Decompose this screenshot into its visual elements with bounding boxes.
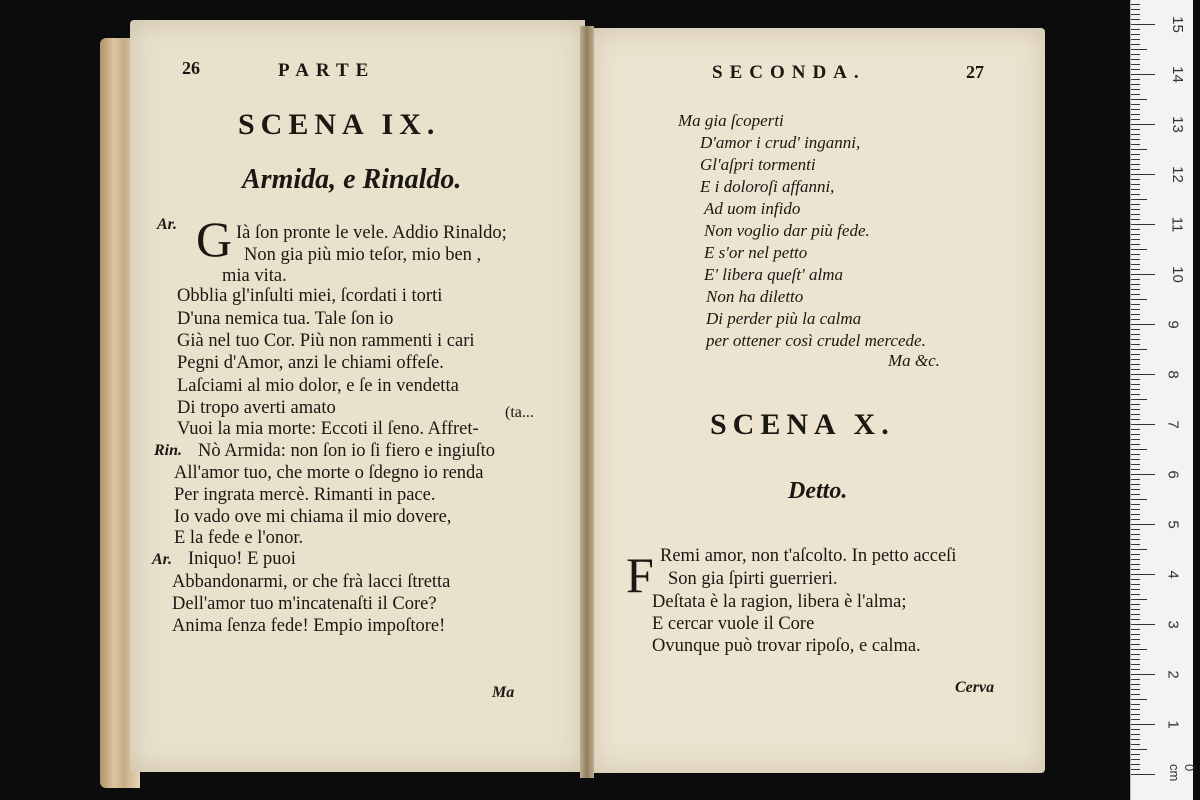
ruler-tick — [1131, 529, 1140, 530]
right-verse-3: Gl'aſpri tormenti — [700, 155, 816, 174]
ruler-tick — [1131, 464, 1140, 465]
ruler-tick — [1131, 724, 1155, 725]
ruler-tick — [1131, 364, 1140, 365]
ruler-tick — [1131, 339, 1140, 340]
ruler-tick — [1131, 324, 1155, 325]
ruler-tick — [1131, 534, 1140, 535]
ruler-tick — [1131, 149, 1147, 150]
left-line-16: Iniquo! E puoi — [188, 549, 296, 569]
ruler-tick — [1131, 444, 1140, 445]
left-line-3: mia vita. — [222, 266, 287, 286]
ruler-tick — [1131, 279, 1140, 280]
ruler-tick — [1131, 584, 1140, 585]
ruler-tick — [1131, 144, 1140, 145]
left-line-19: Anima ſenza fede! Empio impoſtore! — [172, 616, 446, 636]
ruler-tick — [1131, 539, 1140, 540]
left-scene-title: SCENA IX. — [238, 108, 441, 141]
ruler-tick — [1131, 769, 1140, 770]
ruler-tick — [1131, 459, 1140, 460]
right-verse-5: Ad uom infido — [704, 199, 801, 218]
ruler-tick — [1131, 259, 1140, 260]
ruler-tick — [1131, 599, 1147, 600]
ruler-number: 14 — [1168, 66, 1186, 83]
book-gutter — [580, 26, 594, 778]
ruler-tick — [1131, 554, 1140, 555]
ruler-tick — [1131, 719, 1140, 720]
ruler-number: 7 — [1164, 420, 1182, 429]
ruler-tick — [1131, 709, 1140, 710]
left-line-10: Vuoi la mia morte: Eccoti il ſeno. Affret- — [177, 419, 479, 439]
ruler-tick — [1131, 434, 1140, 435]
left-line-4: Obblia gl'inſulti miei, ſcordati i torti — [177, 286, 443, 306]
ruler-tick — [1131, 514, 1140, 515]
right-aria-2: Son gia ſpirti guerrieri. — [668, 569, 838, 589]
ruler-tick — [1131, 74, 1155, 75]
ruler-tick — [1131, 264, 1140, 265]
ruler-tick — [1131, 39, 1140, 40]
ruler-tick — [1131, 579, 1140, 580]
ruler-tick — [1131, 644, 1140, 645]
ruler-tick — [1131, 239, 1140, 240]
left-catchword: Ma — [492, 684, 515, 701]
left-line-18: Dell'amor tuo m'incatenaſti il Core? — [172, 594, 437, 614]
ruler-tick — [1131, 34, 1140, 35]
left-line-9: Di tropo averti amato — [177, 398, 336, 418]
ruler-tick — [1131, 54, 1140, 55]
speaker-ar-2: Ar. — [152, 551, 173, 568]
ruler-tick — [1131, 359, 1140, 360]
ruler-tick — [1131, 249, 1147, 250]
ruler-tick — [1131, 604, 1140, 605]
ruler-tick — [1131, 624, 1155, 625]
ruler-tick — [1131, 349, 1147, 350]
ruler-tick — [1131, 384, 1140, 385]
ruler-tick — [1131, 744, 1140, 745]
ruler-tick — [1131, 354, 1140, 355]
ruler-number: 8 — [1164, 370, 1182, 379]
right-verse-6: Non voglio dar più fede. — [704, 221, 870, 240]
left-line-15: E la fede e l'onor. — [174, 528, 304, 548]
ruler-tick — [1131, 524, 1155, 525]
ruler-tick — [1131, 164, 1140, 165]
right-running-head: SECONDA. — [712, 62, 866, 83]
ruler-tick — [1131, 274, 1155, 275]
right-aria-4: E cercar vuole il Core — [652, 614, 815, 634]
ruler-tick — [1131, 189, 1140, 190]
ruler-tick — [1131, 59, 1140, 60]
left-drop-cap: G — [196, 211, 233, 267]
ruler-tick — [1131, 664, 1140, 665]
ruler-tick — [1131, 44, 1140, 45]
ruler-tick — [1131, 609, 1140, 610]
ruler-tick — [1131, 214, 1140, 215]
ruler-tick — [1131, 269, 1140, 270]
ruler-tick — [1131, 314, 1140, 315]
ruler-tick — [1131, 419, 1140, 420]
ruler-tick — [1131, 399, 1147, 400]
ruler-tick — [1131, 499, 1147, 500]
ruler-tick — [1131, 429, 1140, 430]
ruler-unit-label: 0 cm — [1167, 764, 1197, 782]
ruler-tick — [1131, 114, 1140, 115]
ruler-tick — [1131, 409, 1140, 410]
ruler-tick — [1131, 474, 1155, 475]
ruler-tick — [1131, 84, 1140, 85]
right-page-number: 27 — [966, 62, 984, 82]
ruler-number: 1 — [1164, 720, 1182, 729]
left-line-2: Non gia più mio teſor, mio ben , — [244, 245, 482, 265]
right-verse-8: E' libera queſt' alma — [704, 265, 844, 284]
speaker-rin: Rin. — [154, 442, 183, 459]
ruler-tick — [1131, 199, 1147, 200]
ruler-tick — [1131, 119, 1140, 120]
ruler-tick — [1131, 509, 1140, 510]
right-aria-5: Ovunque può trovar ripoſo, e calma. — [652, 636, 921, 656]
ruler-tick — [1131, 224, 1155, 225]
ruler-tick — [1131, 774, 1155, 775]
ruler-tick — [1131, 209, 1140, 210]
right-verse-11: per ottener così crudel mercede. — [706, 331, 926, 350]
right-aria-3: Deſtata è la ragion, libera è l'alma; — [652, 592, 907, 612]
ruler-tick — [1131, 494, 1140, 495]
ruler-number: 3 — [1164, 620, 1182, 629]
ruler-number: 6 — [1164, 470, 1182, 479]
right-drop-cap: F — [626, 547, 654, 603]
left-line-14: Io vado ove mi chiama il mio dovere, — [174, 507, 452, 527]
ruler-tick — [1131, 454, 1140, 455]
ruler-tick — [1131, 9, 1140, 10]
ruler-tick — [1131, 639, 1140, 640]
ruler-tick — [1131, 519, 1140, 520]
right-verse-1: Ma gia ſcoperti — [678, 111, 784, 130]
right-verse-9: Non ha diletto — [706, 287, 804, 306]
ruler-tick — [1131, 289, 1140, 290]
ruler-tick — [1131, 134, 1140, 135]
ruler-tick — [1131, 369, 1140, 370]
ruler-tick — [1131, 159, 1140, 160]
ruler-tick — [1131, 739, 1140, 740]
left-line-12: All'amor tuo, che morte o ſdegno io renda — [174, 463, 484, 483]
left-page-number: 26 — [182, 58, 200, 78]
ruler-tick — [1131, 484, 1140, 485]
ruler-tick — [1131, 344, 1140, 345]
ruler-tick — [1131, 764, 1140, 765]
ruler-number: 4 — [1164, 570, 1182, 579]
ruler-tick — [1131, 14, 1140, 15]
ruler-tick — [1131, 29, 1140, 30]
ruler-tick — [1131, 504, 1140, 505]
ruler-tick — [1131, 334, 1140, 335]
ruler-tick — [1131, 94, 1140, 95]
ruler-tick — [1131, 139, 1140, 140]
ruler-tick — [1131, 309, 1140, 310]
ruler-tick — [1131, 254, 1140, 255]
ruler-tick — [1131, 659, 1140, 660]
left-line-9b: (ta... — [505, 404, 534, 421]
ruler-tick — [1131, 449, 1147, 450]
ruler-number: 11 — [1168, 216, 1186, 233]
right-verse-7: E s'or nel petto — [704, 243, 808, 262]
ruler-tick — [1131, 179, 1140, 180]
right-verse-2: D'amor i crud' inganni, — [700, 133, 861, 152]
ruler-tick — [1131, 439, 1140, 440]
ruler-tick — [1131, 619, 1140, 620]
ruler-tick — [1131, 559, 1140, 560]
ruler-tick — [1131, 284, 1140, 285]
ruler-tick — [1131, 634, 1140, 635]
ruler-tick — [1131, 49, 1147, 50]
ruler-tick — [1131, 129, 1140, 130]
ruler-tick — [1131, 684, 1140, 685]
ruler-tick — [1131, 329, 1140, 330]
left-characters: Armida, e Rinaldo. — [242, 164, 462, 195]
ruler-tick — [1131, 379, 1140, 380]
ruler-tick — [1131, 374, 1155, 375]
ruler-tick — [1131, 729, 1140, 730]
ruler-tick — [1131, 674, 1155, 675]
ruler-tick — [1131, 294, 1140, 295]
left-line-6: Già nel tuo Cor. Più non rammenti i cari — [177, 331, 475, 351]
ruler-tick — [1131, 564, 1140, 565]
ruler-tick — [1131, 714, 1140, 715]
ruler-tick — [1131, 89, 1140, 90]
ruler-tick — [1131, 614, 1140, 615]
ruler-tick — [1131, 594, 1140, 595]
ruler-tick — [1131, 394, 1140, 395]
left-line-1: Ià ſon pronte le vele. Addio Rinaldo; — [236, 223, 507, 243]
ruler-tick — [1131, 404, 1140, 405]
left-line-11: Nò Armida: non ſon io ſi fiero e ingiuſto — [198, 441, 495, 461]
ruler-tick — [1131, 544, 1140, 545]
ruler-number: 15 — [1168, 16, 1186, 33]
ruler-tick — [1131, 319, 1140, 320]
ruler-tick — [1131, 244, 1140, 245]
ruler-tick — [1131, 754, 1140, 755]
ruler-tick — [1131, 749, 1147, 750]
ruler-number: 13 — [1168, 116, 1186, 133]
ruler-tick — [1131, 629, 1140, 630]
ruler-tick — [1131, 19, 1140, 20]
ruler-tick — [1131, 689, 1140, 690]
ruler-tick — [1131, 389, 1140, 390]
ruler-tick — [1131, 759, 1140, 760]
right-verse-4: E i doloroſi affanni, — [700, 177, 835, 196]
ruler-tick — [1131, 589, 1140, 590]
ruler-number: 2 — [1164, 670, 1182, 679]
ruler-tick — [1131, 574, 1155, 575]
ruler-tick — [1131, 649, 1147, 650]
left-line-13: Per ingrata mercè. Rimanti in pace. — [174, 485, 436, 505]
ruler-tick — [1131, 219, 1140, 220]
ruler-tick — [1131, 669, 1140, 670]
ruler-tick — [1131, 414, 1140, 415]
ruler-tick — [1131, 694, 1140, 695]
ruler-tick — [1131, 4, 1140, 5]
ruler-tick — [1131, 734, 1140, 735]
ruler-tick — [1131, 424, 1155, 425]
ruler-tick — [1131, 124, 1155, 125]
right-aria-1: Remi amor, non t'aſcolto. In petto acceſi — [660, 546, 957, 566]
ruler-number: 5 — [1164, 520, 1182, 529]
ruler-tick — [1131, 69, 1140, 70]
ruler-tick — [1131, 304, 1140, 305]
ruler-tick — [1131, 234, 1140, 235]
measuring-ruler — [1130, 0, 1197, 800]
ruler-tick — [1131, 99, 1147, 100]
left-line-17: Abbandonarmi, or che frà lacci ſtretta — [172, 572, 451, 592]
ruler-tick — [1131, 154, 1140, 155]
ruler-tick — [1131, 299, 1147, 300]
ruler-number: 10 — [1168, 266, 1186, 283]
ruler-tick — [1131, 469, 1140, 470]
ruler-tick — [1131, 569, 1140, 570]
ruler-tick — [1131, 174, 1155, 175]
ruler-tick — [1131, 479, 1140, 480]
right-characters: Detto. — [788, 478, 848, 504]
ruler-tick — [1131, 194, 1140, 195]
right-verse-12: Ma &c. — [888, 351, 940, 370]
ruler-tick — [1131, 64, 1140, 65]
ruler-tick — [1131, 549, 1147, 550]
right-scene-title: SCENA X. — [710, 408, 895, 441]
ruler-tick — [1131, 704, 1140, 705]
ruler-tick — [1131, 24, 1155, 25]
ruler-tick — [1131, 109, 1140, 110]
ruler-tick — [1131, 654, 1140, 655]
left-line-7: Pegni d'Amor, anzi le chiami offeſe. — [177, 353, 444, 373]
left-line-5: D'una nemica tua. Tale ſon io — [177, 309, 394, 329]
ruler-tick — [1131, 169, 1140, 170]
ruler-tick — [1131, 204, 1140, 205]
ruler-tick — [1131, 489, 1140, 490]
ruler-number: 9 — [1164, 320, 1182, 329]
ruler-number: 12 — [1168, 166, 1186, 183]
ruler-tick — [1131, 229, 1140, 230]
ruler-tick — [1131, 699, 1147, 700]
ruler-tick — [1131, 79, 1140, 80]
ruler-tick — [1131, 184, 1140, 185]
speaker-ar: Ar. — [157, 216, 178, 233]
right-catchword: Cerva — [955, 679, 995, 696]
left-line-8: Laſciami al mio dolor, e ſe in vendetta — [177, 376, 459, 396]
left-running-head: PARTE — [278, 60, 376, 81]
ruler-tick — [1131, 679, 1140, 680]
right-verse-10: Di perder più la calma — [706, 309, 862, 328]
ruler-tick — [1131, 104, 1140, 105]
